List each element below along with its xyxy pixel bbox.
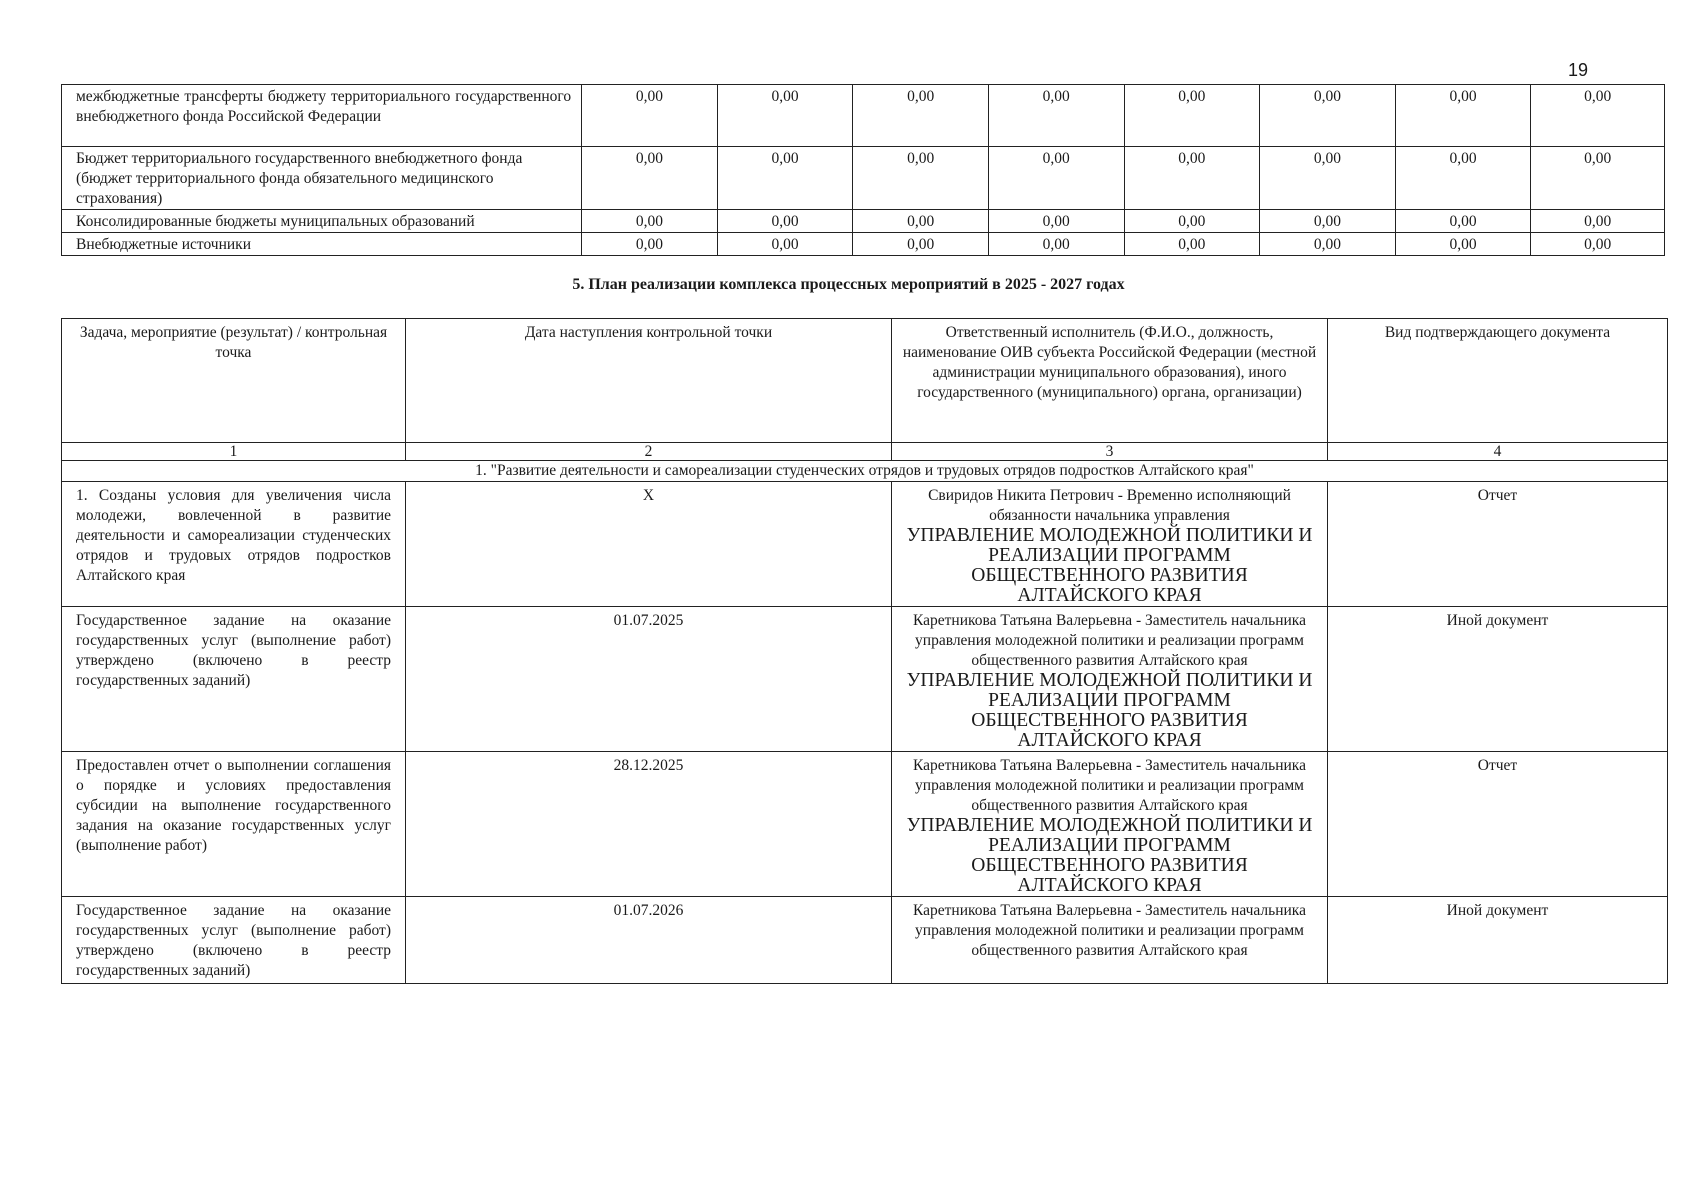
funding-value: 0,00 (1260, 85, 1396, 147)
date-cell: 01.07.2026 (406, 897, 892, 984)
funding-row (62, 147, 1665, 210)
funding-value: 0,00 (988, 85, 1124, 147)
column-header-task: Задача, мероприятие (результат) / контрольная точка (62, 319, 406, 443)
funding-value: 0,00 (853, 233, 989, 256)
funding-value: 0,00 (1124, 233, 1260, 256)
funding-value: 0,00 (582, 85, 718, 147)
funding-value: 0,00 (1531, 210, 1665, 233)
funding-source-label: Консолидированные бюджеты муниципальных образований (62, 210, 582, 233)
funding-row (62, 233, 1665, 256)
page-number: 19 (1568, 60, 1589, 80)
responsible-person: Свиридов Никита Петрович - Временно исполняющий обязанности начальника управления (928, 487, 1291, 524)
funding-source-label: Бюджет территориального государственного внебюджетного фонда (бюджет территориального фонда обязательного медицинского страхования) (62, 147, 582, 210)
funding-value: 0,00 (717, 85, 853, 147)
funding-value: 0,00 (988, 147, 1124, 210)
funding-value: 0,00 (1395, 147, 1531, 210)
document-cell: Иной документ (1328, 897, 1668, 984)
table-row (62, 607, 1668, 752)
funding-value: 0,00 (1260, 210, 1396, 233)
column-number: 3 (892, 443, 1328, 461)
responsible-organization: УПРАВЛЕНИЕ МОЛОДЕЖНОЙ ПОЛИТИКИ И РЕАЛИЗАЦИИ ПРОГРАММ ОБЩЕСТВЕННОГО РАЗВИТИЯ АЛТАЙСКОГО КРАЯ (906, 815, 1313, 896)
table-row (62, 482, 1668, 607)
document-cell: Отчет (1328, 482, 1668, 607)
funding-value: 0,00 (1395, 210, 1531, 233)
funding-value: 0,00 (1395, 233, 1531, 256)
responsible-cell (892, 752, 1328, 897)
column-header-responsible: Ответственный исполнитель (Ф.И.О., должность, наименование ОИВ субъекта Российской Федерации (местной администрации муниципального образования), иного государственного (муниципального) органа, организации) (892, 319, 1328, 443)
date-cell: 01.07.2025 (406, 607, 892, 752)
funding-value: 0,00 (988, 233, 1124, 256)
funding-value: 0,00 (1531, 233, 1665, 256)
task-cell: 1. Созданы условия для увеличения числа молодежи, вовлеченной в развитие деятельности и самореализации студенческих отрядов и трудовых отрядов подростков Алтайского края (62, 482, 406, 607)
column-number-row (62, 443, 1668, 461)
funding-value: 0,00 (1395, 85, 1531, 147)
responsible-organization: УПРАВЛЕНИЕ МОЛОДЕЖНОЙ ПОЛИТИКИ И РЕАЛИЗАЦИИ ПРОГРАММ ОБЩЕСТВЕННОГО РАЗВИТИЯ АЛТАЙСКОГО КРАЯ (906, 670, 1313, 751)
funding-value: 0,00 (988, 210, 1124, 233)
funding-value: 0,00 (1531, 85, 1665, 147)
funding-value: 0,00 (582, 147, 718, 210)
funding-row (62, 85, 1665, 147)
funding-row (62, 210, 1665, 233)
section-title: 5. План реализации комплекса процессных мероприятий в 2025 - 2027 годах (572, 276, 1125, 293)
column-header-document: Вид подтверждающего документа (1328, 319, 1668, 443)
responsible-person: Каретникова Татьяна Валерьевна - Заместитель начальника управления молодежной политики и реализации программ общественного развития Алтайского края (913, 757, 1306, 814)
responsible-person: Каретникова Татьяна Валерьевна - Заместитель начальника управления молодежной политики и реализации программ общественного развития Алтайского края (913, 612, 1306, 669)
date-cell: X (406, 482, 892, 607)
funding-value: 0,00 (853, 210, 989, 233)
funding-value: 0,00 (853, 147, 989, 210)
document-cell: Отчет (1328, 752, 1668, 897)
table-row (62, 897, 1668, 984)
funding-value: 0,00 (582, 210, 718, 233)
section-row (62, 461, 1668, 482)
funding-value: 0,00 (1124, 147, 1260, 210)
funding-value: 0,00 (582, 233, 718, 256)
funding-sources-table (61, 84, 1665, 256)
task-cell: Государственное задание на оказание государственных услуг (выполнение работ) утверждено (включено в реестр государственных заданий) (62, 607, 406, 752)
funding-source-label: Внебюджетные источники (62, 233, 582, 256)
section-heading: 1. "Развитие деятельности и самореализации студенческих отрядов и трудовых отрядов подростков Алтайского края" (62, 461, 1668, 482)
implementation-plan-table (61, 318, 1668, 984)
funding-value: 0,00 (853, 85, 989, 147)
header-row (62, 319, 1668, 443)
funding-value: 0,00 (1531, 147, 1665, 210)
column-number: 1 (62, 443, 406, 461)
funding-value: 0,00 (717, 147, 853, 210)
table-row (62, 752, 1668, 897)
responsible-cell (892, 897, 1328, 984)
funding-value: 0,00 (1260, 233, 1396, 256)
funding-value: 0,00 (1124, 85, 1260, 147)
date-cell: 28.12.2025 (406, 752, 892, 897)
column-number: 4 (1328, 443, 1668, 461)
funding-value: 0,00 (1124, 210, 1260, 233)
responsible-organization: УПРАВЛЕНИЕ МОЛОДЕЖНОЙ ПОЛИТИКИ И РЕАЛИЗАЦИИ ПРОГРАММ ОБЩЕСТВЕННОГО РАЗВИТИЯ АЛТАЙСКОГО КРАЯ (906, 525, 1313, 606)
task-cell: Государственное задание на оказание государственных услуг (выполнение работ) утверждено (включено в реестр государственных заданий) (62, 897, 406, 984)
responsible-person: Каретникова Татьяна Валерьевна - Заместитель начальника управления молодежной политики и реализации программ общественного развития Алтайского края (913, 902, 1306, 959)
funding-source-label: межбюджетные трансферты бюджету территориального государственного внебюджетного фонда Российской Федерации (62, 85, 582, 147)
responsible-cell (892, 482, 1328, 607)
document-cell: Иной документ (1328, 607, 1668, 752)
funding-value: 0,00 (1260, 147, 1396, 210)
funding-value: 0,00 (717, 233, 853, 256)
task-cell: Предоставлен отчет о выполнении соглашения о порядке и условиях предоставления субсидии на выполнение государственного задания на оказание государственных услуг (выполнение работ) (62, 752, 406, 897)
responsible-cell (892, 607, 1328, 752)
column-header-date: Дата наступления контрольной точки (406, 319, 892, 443)
funding-value: 0,00 (717, 210, 853, 233)
column-number: 2 (406, 443, 892, 461)
